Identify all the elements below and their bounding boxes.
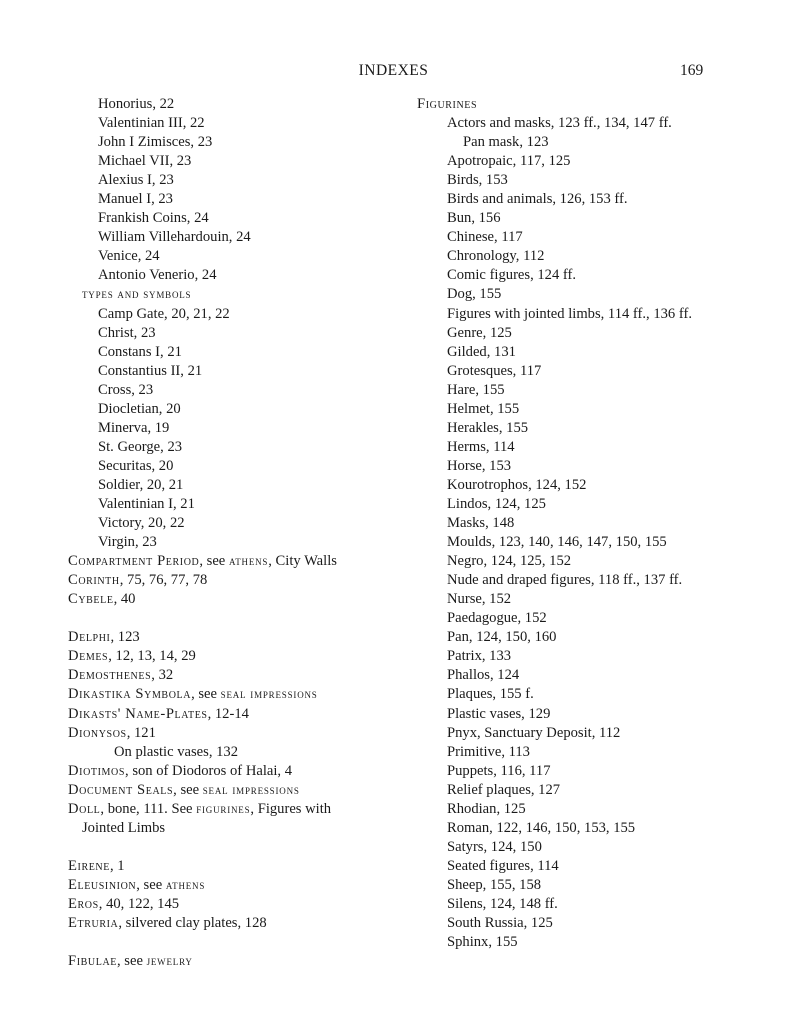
index-subentry: Alexius I, 23 [98,172,174,189]
running-header-title: INDEXES [358,62,429,79]
index-subentry: Venice, 24 [98,248,160,265]
entry-locators: , 32 [151,667,174,684]
index-subentry: Relief plaques, 127 [447,781,561,798]
index-subentry: Plastic vases, 129 [447,705,551,722]
index-column-right [417,95,757,952]
index-subentry: Valentinian I, 21 [98,495,195,512]
entry-heading: Fibulae [68,953,117,970]
index-subentry: Paedagogue, 152 [447,610,547,627]
cross-reference: athens [228,554,269,569]
index-subentry: Sheep, 155, 158 [447,876,542,893]
index-subentry: Silens, 124, 148 ff. [447,895,558,912]
index-entry [68,647,398,666]
index-subentry: Chronology, 112 [447,248,545,265]
index-entry [68,895,398,914]
cross-reference: seal impressions [202,782,300,797]
index-entry [68,571,398,590]
index-subentry: Nurse, 152 [447,591,512,608]
index-subentry: Pnyx, Sanctuary Deposit, 112 [447,724,621,741]
entry-heading: Eleusinion [68,876,137,893]
index-subentry: Grotesques, 117 [447,362,542,379]
index-subentry: Camp Gate, 20, 21, 22 [98,305,230,322]
entry-locators: , 75, 76, 77, 78 [119,572,208,589]
entry-locators: , 12, 13, 14, 29 [108,648,196,665]
index-entry [68,590,398,609]
entry-locators: , City Walls [268,553,337,570]
entry-heading: Dikasts' Name-Plates [68,705,208,722]
index-subentry: William Villehardouin, 24 [98,229,251,246]
index-subentry: Pan, 124, 150, 160 [447,629,557,646]
entry-locators: , 1 [109,857,125,874]
entry-locators: , 123 [110,629,140,646]
index-entry [68,952,398,971]
index-subentry: Frankish Coins, 24 [98,210,209,227]
cross-reference: jewelry [146,954,193,969]
index-subentry: Genre, 125 [447,324,512,341]
entry-gap [68,609,398,628]
index-subentry: Hare, 155 [447,381,505,398]
index-subheading: types and symbols [82,287,192,302]
index-subentry: Dog, 155 [447,286,502,303]
entry-heading: Document Seals [68,781,174,798]
entry-heading: Compartment Period [68,553,200,570]
index-entry [68,685,398,704]
index-subentry: Honorius, 22 [98,96,175,112]
index-subentry: Kourotrophos, 124, 152 [447,476,587,493]
entry-locators: , see [191,686,221,703]
index-subentry: Bun, 156 [447,210,501,227]
index-subentry: St. George, 23 [98,438,183,455]
index-entry [68,552,398,571]
index-subentry: Herms, 114 [447,438,515,455]
index-subentry: Cross, 23 [98,381,154,398]
index-subentry: Plaques, 155 f. [447,686,534,703]
index-subentry: Securitas, 20 [98,457,174,474]
index-subentry: Chinese, 117 [447,229,523,246]
index-subentry: South Russia, 125 [447,915,553,932]
index-subsubentry: On plastic vases, 132 [114,743,239,760]
index-subentry: Comic figures, 124 ff. [447,267,577,284]
index-subentry: Seated figures, 114 [447,857,559,874]
index-subentry: Negro, 124, 125, 152 [447,553,572,570]
entry-locators: , son of Diodoros of Halai, 4 [125,762,293,779]
index-subentry: Constans I, 21 [98,343,182,360]
page-number: 169 [680,62,704,79]
index-subentry: Christ, 23 [98,324,156,341]
cross-reference: seal impressions [220,687,318,702]
index-subentry: Herakles, 155 [447,419,529,436]
entry-locators: , silvered clay plates, 128 [118,915,267,932]
index-subentry: Actors and masks, 123 ff., 134, 147 ff. [447,115,672,132]
index-subentry: Figures with jointed limbs, 114 ff., 136 ff. [447,305,692,322]
index-subentry: Apotropaic, 117, 125 [447,153,571,170]
entry-heading: Etruria [68,915,119,932]
index-subentry: Victory, 20, 22 [98,515,185,532]
entry-heading: Dionysos [68,724,127,741]
index-entry [68,800,398,819]
cross-reference: figurines [196,801,251,816]
entry-heading: Delphi [68,629,111,646]
index-subentry: Birds, 153 [447,172,508,189]
entry-heading: Figurines [417,96,478,112]
index-subentry: Antonio Venerio, 24 [98,267,217,284]
entry-heading: Cybele [68,591,114,608]
index-subentry: Masks, 148 [447,515,515,532]
index-subentry: Satyrs, 124, 150 [447,838,542,855]
index-subentry: Constantius II, 21 [98,362,203,379]
entry-locators: , 40, 122, 145 [98,895,180,912]
index-column-left [68,95,398,971]
index-subentry: Sphinx, 155 [447,934,518,951]
index-subentry: Primitive, 113 [447,743,530,760]
index-entry [417,95,757,114]
entry-locators: , bone, 111. See [100,800,197,817]
index-subentry: Lindos, 124, 125 [447,495,546,512]
entry-gap [68,933,398,952]
index-subentry: Manuel I, 23 [98,191,173,208]
index-entry [68,762,398,781]
entry-locators: , see [199,553,229,570]
index-entry [68,781,398,800]
index-entry [68,914,398,933]
entry-locators: , 121 [126,724,156,741]
entry-continuation: Jointed Limbs [82,819,166,836]
entry-locators: , Figures with [250,800,332,817]
index-subentry: Minerva, 19 [98,419,170,436]
index-subentry: Gilded, 131 [447,343,516,360]
index-subsubentry: Pan mask, 123 [463,134,549,151]
index-subentry: Michael VII, 23 [98,153,192,170]
index-subentry: John I Zimisces, 23 [98,134,213,151]
entry-locators: , see [173,781,203,798]
entry-heading: Doll [68,800,101,817]
entry-heading: Demosthenes [68,667,152,684]
index-subentry: Soldier, 20, 21 [98,476,184,493]
entry-locators: , 12-14 [207,705,249,722]
index-entry [68,666,398,685]
index-subentry: Patrix, 133 [447,648,512,665]
entry-heading: Dikastika Symbola [68,686,192,703]
index-subentry: Helmet, 155 [447,400,520,417]
index-entry [68,628,398,647]
entry-locators: , 40 [113,591,136,608]
index-subentry: Diocletian, 20 [98,400,181,417]
index-subentry: Birds and animals, 126, 153 ff. [447,191,628,208]
entry-locators: , see [116,953,147,970]
index-subentry: Horse, 153 [447,457,512,474]
index-subentry: Nude and draped figures, 118 ff., 137 ff. [447,572,683,589]
index-subentry: Rhodian, 125 [447,800,526,817]
index-entry [68,724,398,743]
index-subentry: Moulds, 123, 140, 146, 147, 150, 155 [447,534,667,551]
entry-heading: Diotimos [68,762,126,779]
entry-gap [68,838,398,857]
entry-heading: Eros [68,895,99,912]
index-entry [68,876,398,895]
cross-reference: athens [165,877,206,892]
index-entry [68,857,398,876]
entry-heading: Demes [68,648,109,665]
index-subentry: Puppets, 116, 117 [447,762,551,779]
index-subentry: Valentinian III, 22 [98,115,205,132]
entry-heading: Corinth [68,572,120,589]
index-subentry: Roman, 122, 146, 150, 153, 155 [447,819,636,836]
entry-locators: , see [136,876,166,893]
entry-heading: Eirene [68,857,110,874]
index-entry [68,705,398,724]
index-subentry: Phallos, 124 [447,667,520,684]
index-subentry: Virgin, 23 [98,534,157,551]
